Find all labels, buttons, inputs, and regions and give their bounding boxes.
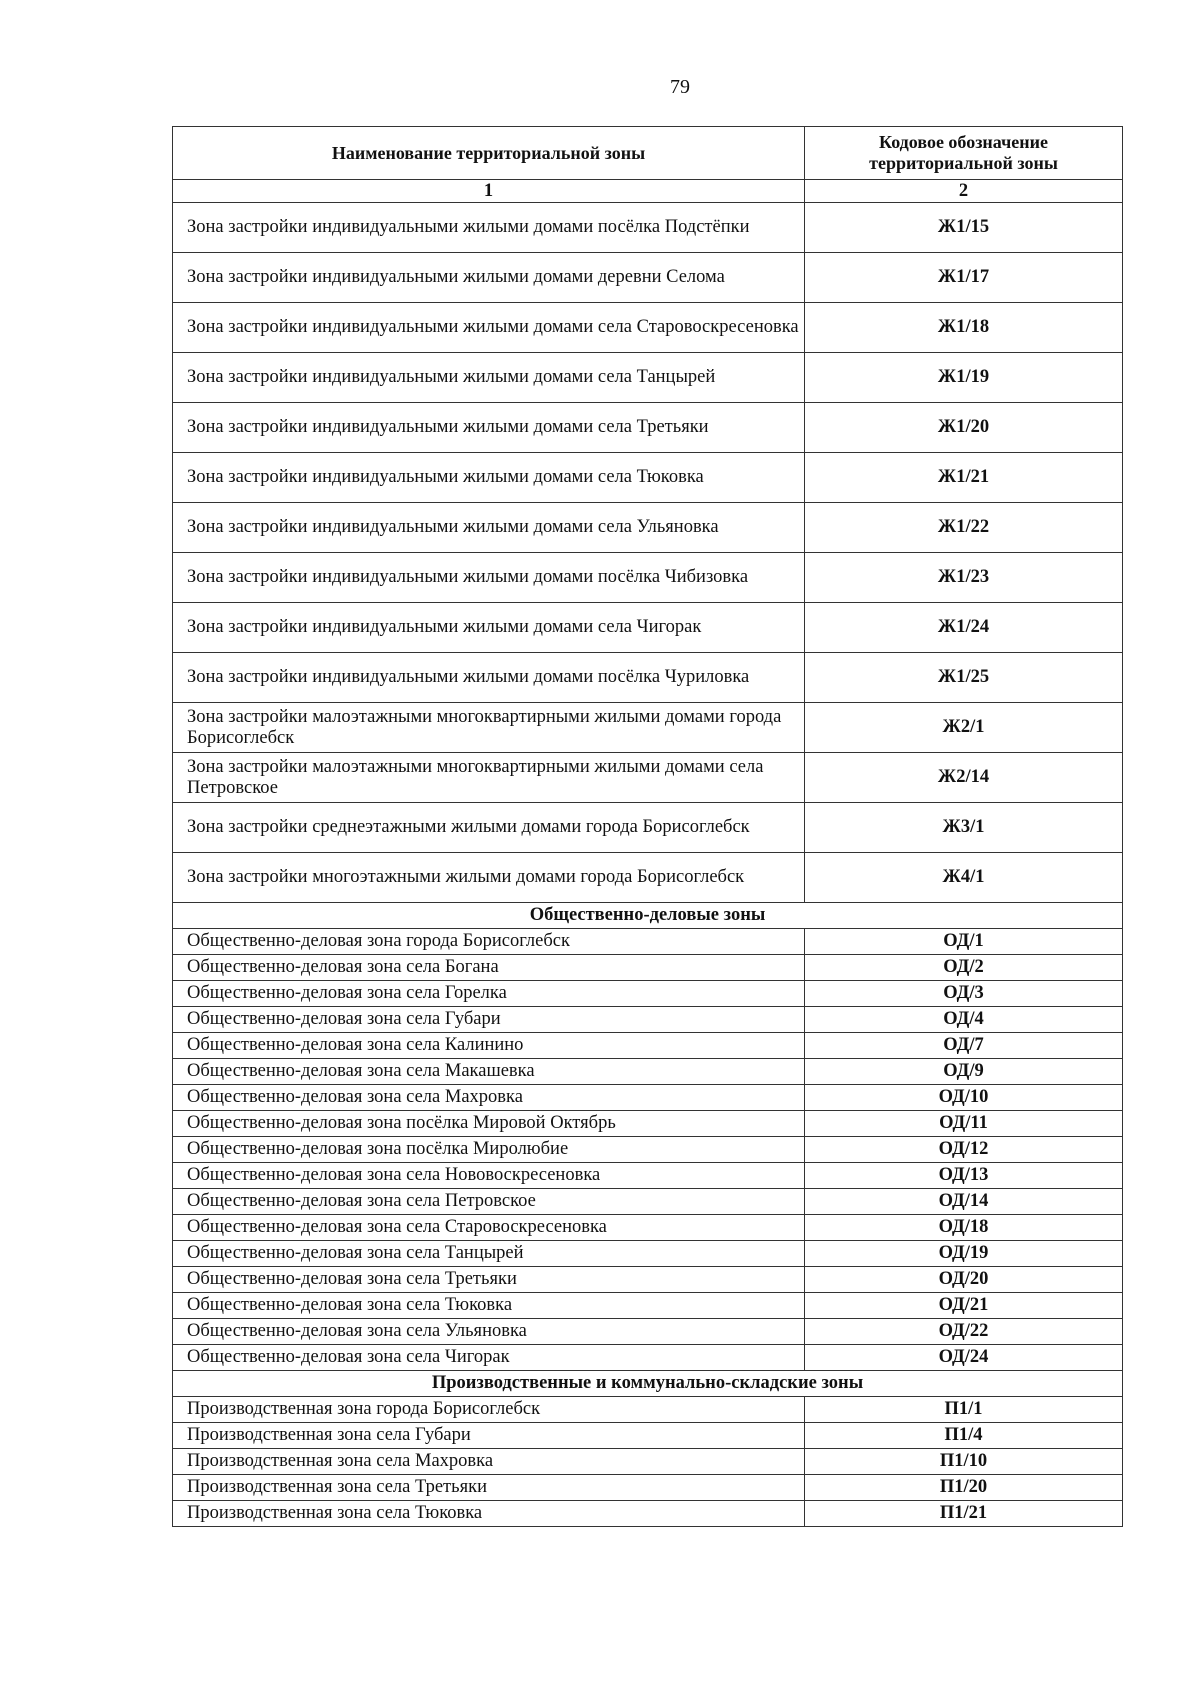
zone-code-cell: ОД/24 [805,1345,1123,1371]
column-number-row [173,180,1123,203]
table-row [173,1501,1123,1527]
zone-name-cell: Общественно-деловая зона села Танцырей [173,1241,805,1267]
zone-code-cell: ОД/14 [805,1189,1123,1215]
zone-code-cell: Ж2/14 [805,753,1123,803]
table-row [173,981,1123,1007]
zone-name-cell: Производственная зона села Третьяки [173,1475,805,1501]
table-row [173,1293,1123,1319]
zone-name-cell: Общественно-деловая зона села Тюковка [173,1293,805,1319]
zone-name-cell: Зона застройки многоэтажными жилыми домами города Борисоглебск [173,853,805,903]
zone-code-cell: ОД/1 [805,929,1123,955]
zone-name-cell: Общественно-деловая зона села Горелка [173,981,805,1007]
zone-code-cell: Ж1/21 [805,453,1123,503]
table-row [173,1345,1123,1371]
table-row [173,403,1123,453]
zone-code-cell: ОД/21 [805,1293,1123,1319]
zone-name-cell: Общественно-деловая зона города Борисоглебск [173,929,805,955]
zone-name-cell: Зона застройки индивидуальными жилыми домами посёлка Чибизовка [173,553,805,603]
zone-code-cell: Ж1/19 [805,353,1123,403]
table-row [173,1215,1123,1241]
zone-code-cell: Ж4/1 [805,853,1123,903]
table-row [173,1163,1123,1189]
table-row [173,353,1123,403]
zone-code-cell: Ж2/1 [805,703,1123,753]
zone-code-cell: Ж1/22 [805,503,1123,553]
table-row [173,1241,1123,1267]
zone-code-cell: Ж1/25 [805,653,1123,703]
zone-name-cell: Общественно-деловая зона посёлка Мировой Октябрь [173,1111,805,1137]
zone-code-cell: Ж3/1 [805,803,1123,853]
table-row [173,553,1123,603]
zone-name-cell: Общественно-деловая зона села Третьяки [173,1267,805,1293]
table-row [173,603,1123,653]
column-number-1: 1 [173,180,805,203]
zone-code-cell: ОД/13 [805,1163,1123,1189]
table-row [173,1449,1123,1475]
zone-code-cell: ОД/2 [805,955,1123,981]
header-zone-name: Наименование территориальной зоны [173,127,805,180]
table-row [173,1111,1123,1137]
table-row [173,453,1123,503]
zone-name-cell: Зона застройки индивидуальными жилыми домами села Чигорак [173,603,805,653]
table-row [173,703,1123,753]
zone-name-cell: Общественно-деловая зона села Петровское [173,1189,805,1215]
table-row [173,253,1123,303]
table-row [173,1085,1123,1111]
zone-code-cell: ОД/18 [805,1215,1123,1241]
zone-name-cell: Производственная зона города Борисоглебск [173,1397,805,1423]
zone-name-cell: Общественно-деловая зона села Чигорак [173,1345,805,1371]
table-row [173,1059,1123,1085]
zone-name-cell: Общественно-деловая зона села Богана [173,955,805,981]
zone-name-cell: Общественно-деловая зона села Губари [173,1007,805,1033]
table-row [173,1267,1123,1293]
zone-code-cell: П1/21 [805,1501,1123,1527]
table-row [173,1189,1123,1215]
zone-name-cell: Зона застройки среднеэтажными жилыми домами города Борисоглебск [173,803,805,853]
zone-name-cell: Зона застройки индивидуальными жилыми домами села Третьяки [173,403,805,453]
zone-code-cell: П1/10 [805,1449,1123,1475]
table-row [173,653,1123,703]
zone-code-cell: П1/4 [805,1423,1123,1449]
table-row [173,1319,1123,1345]
table-row [173,929,1123,955]
zone-code-cell: ОД/4 [805,1007,1123,1033]
zone-code-cell: Ж1/17 [805,253,1123,303]
page-number: 79 [670,76,690,98]
zone-code-cell: Ж1/15 [805,203,1123,253]
zone-name-cell: Зона застройки индивидуальными жилыми домами села Ульяновка [173,503,805,553]
zone-code-cell: ОД/9 [805,1059,1123,1085]
table-row [173,753,1123,803]
zone-name-cell: Зона застройки индивидуальными жилыми домами посёлка Подстёпки [173,203,805,253]
zone-code-cell: Ж1/23 [805,553,1123,603]
section-title: Общественно-деловые зоны [173,903,1123,929]
zone-name-cell: Производственная зона села Махровка [173,1449,805,1475]
zone-name-cell: Производственная зона села Губари [173,1423,805,1449]
zone-name-cell: Общественно-деловая зона села Ульяновка [173,1319,805,1345]
zone-name-cell: Общественно-деловая зона села Калинино [173,1033,805,1059]
table-row [173,1397,1123,1423]
zone-name-cell: Зона застройки малоэтажными многоквартирными жилыми домами села Петровское [173,753,805,803]
zone-name-cell: Зона застройки малоэтажными многоквартирными жилыми домами города Борисоглебск [173,703,805,753]
table-row [173,955,1123,981]
table-row [173,203,1123,253]
zone-name-cell: Зона застройки индивидуальными жилыми домами посёлка Чуриловка [173,653,805,703]
table-row [173,803,1123,853]
column-number-2: 2 [805,180,1123,203]
table-row [173,1033,1123,1059]
zone-name-cell: Общественно-деловая зона села Махровка [173,1085,805,1111]
table-row [173,1475,1123,1501]
zone-code-cell: Ж1/24 [805,603,1123,653]
zone-code-cell: ОД/22 [805,1319,1123,1345]
table-row [173,303,1123,353]
zone-code-cell: Ж1/18 [805,303,1123,353]
table-header-row [173,127,1123,180]
table-row [173,1007,1123,1033]
zone-code-cell: П1/1 [805,1397,1123,1423]
zone-name-cell: Зона застройки индивидуальными жилыми домами деревни Селома [173,253,805,303]
zone-code-cell: ОД/7 [805,1033,1123,1059]
zone-name-cell: Общественно-деловая зона села Нововоскресеновка [173,1163,805,1189]
territorial-zones-table [172,126,1123,1527]
section-header-industrial [173,1371,1123,1397]
zone-code-cell: ОД/3 [805,981,1123,1007]
zone-name-cell: Зона застройки индивидуальными жилыми домами села Танцырей [173,353,805,403]
section-title: Производственные и коммунально-складские зоны [173,1371,1123,1397]
table-row [173,503,1123,553]
header-zone-code: Кодовое обозначение территориальной зоны [805,127,1123,180]
zone-code-cell: ОД/11 [805,1111,1123,1137]
section-header-public [173,903,1123,929]
zone-name-cell: Общественно-деловая зона села Макашевка [173,1059,805,1085]
zone-name-cell: Производственная зона села Тюковка [173,1501,805,1527]
zone-code-cell: ОД/12 [805,1137,1123,1163]
table-row [173,853,1123,903]
zone-name-cell: Зона застройки индивидуальными жилыми домами села Тюковка [173,453,805,503]
table-row [173,1423,1123,1449]
zone-code-cell: ОД/19 [805,1241,1123,1267]
table-row [173,1137,1123,1163]
zone-name-cell: Общественно-деловая зона посёлка Миролюбие [173,1137,805,1163]
zone-name-cell: Зона застройки индивидуальными жилыми домами села Старовоскресеновка [173,303,805,353]
zone-name-cell: Общественно-деловая зона села Старовоскресеновка [173,1215,805,1241]
zone-code-cell: ОД/10 [805,1085,1123,1111]
zone-code-cell: ОД/20 [805,1267,1123,1293]
zone-code-cell: П1/20 [805,1475,1123,1501]
zone-code-cell: Ж1/20 [805,403,1123,453]
